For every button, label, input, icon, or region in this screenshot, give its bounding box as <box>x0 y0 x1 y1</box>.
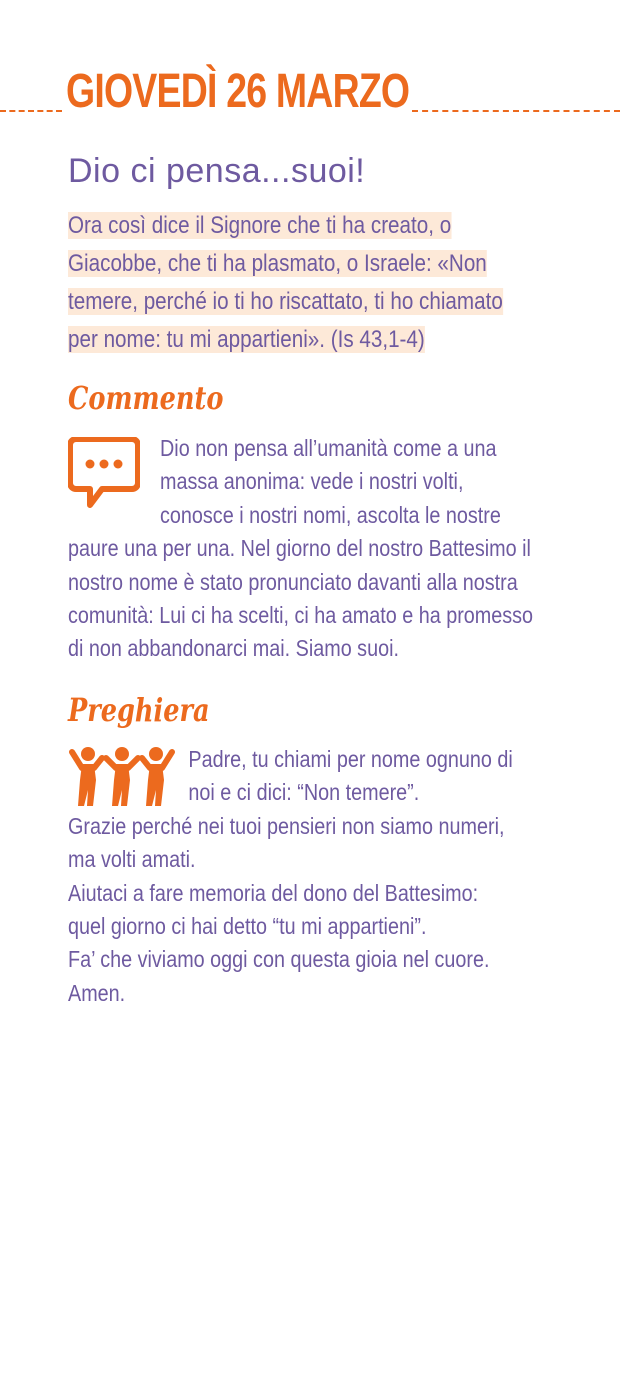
commento-line: paure una per una. Nel giorno del nostro Battesimo il <box>68 535 531 562</box>
preghiera-heading: Preghiera <box>68 691 210 729</box>
dashed-divider-left <box>0 110 62 112</box>
date-header <box>0 60 620 130</box>
commento-line: nostro nome è stato pronunciato davanti alla nostra <box>68 568 518 595</box>
preghiera-line: noi e ci dici: “Non temere”. <box>188 779 420 806</box>
preghiera-line: Aiutaci a fare memoria del dono del Battesimo: <box>68 879 479 906</box>
preghiera-line: Fa’ che viviamo oggi con questa gioia nel cuore. <box>68 946 490 973</box>
preghiera-line: quel giorno ci hai detto “tu mi appartieni”. <box>68 913 427 940</box>
commento-line: massa anonima: vede i nostri volti, <box>160 468 464 495</box>
preghiera-line: ma volti amati. <box>68 846 196 873</box>
preghiera-line: Padre, tu chiami per nome ognuno di <box>188 746 513 772</box>
preghiera-line: Amen. <box>68 979 126 1006</box>
page-title: Dio ci pensa...suoi! <box>68 152 366 190</box>
commento-line: comunità: Lui ci ha scelti, ci ha amato e ha promesso <box>68 602 534 629</box>
scripture-line: per nome: tu mi appartieni». (Is 43,1-4) <box>68 326 425 353</box>
commento-line: Dio non pensa all’umanità come a una <box>160 435 497 461</box>
scripture-line: temere, perché io ti ho riscattato, ti ho chiamato <box>68 288 503 315</box>
preghiera-line: Grazie perché nei tuoi pensieri non siamo numeri, <box>68 812 505 839</box>
scripture-line: Ora così dice il Signore che ti ha creato, o <box>68 212 452 239</box>
commento-heading: Commento <box>68 379 224 417</box>
commento-line: conosce i nostri nomi, ascolta le nostre <box>160 501 501 528</box>
date-title: GIOVEDÌ 26 MARZO <box>66 65 410 118</box>
preghiera-text <box>68 743 550 1010</box>
dashed-divider-right <box>412 110 620 112</box>
scripture-quote <box>68 207 550 359</box>
commento-text <box>68 432 550 666</box>
commento-line: di non abbandonarci mai. Siamo suoi. <box>68 635 399 662</box>
scripture-line: Giacobbe, che ti ha plasmato, o Israele: «Non <box>68 250 487 277</box>
